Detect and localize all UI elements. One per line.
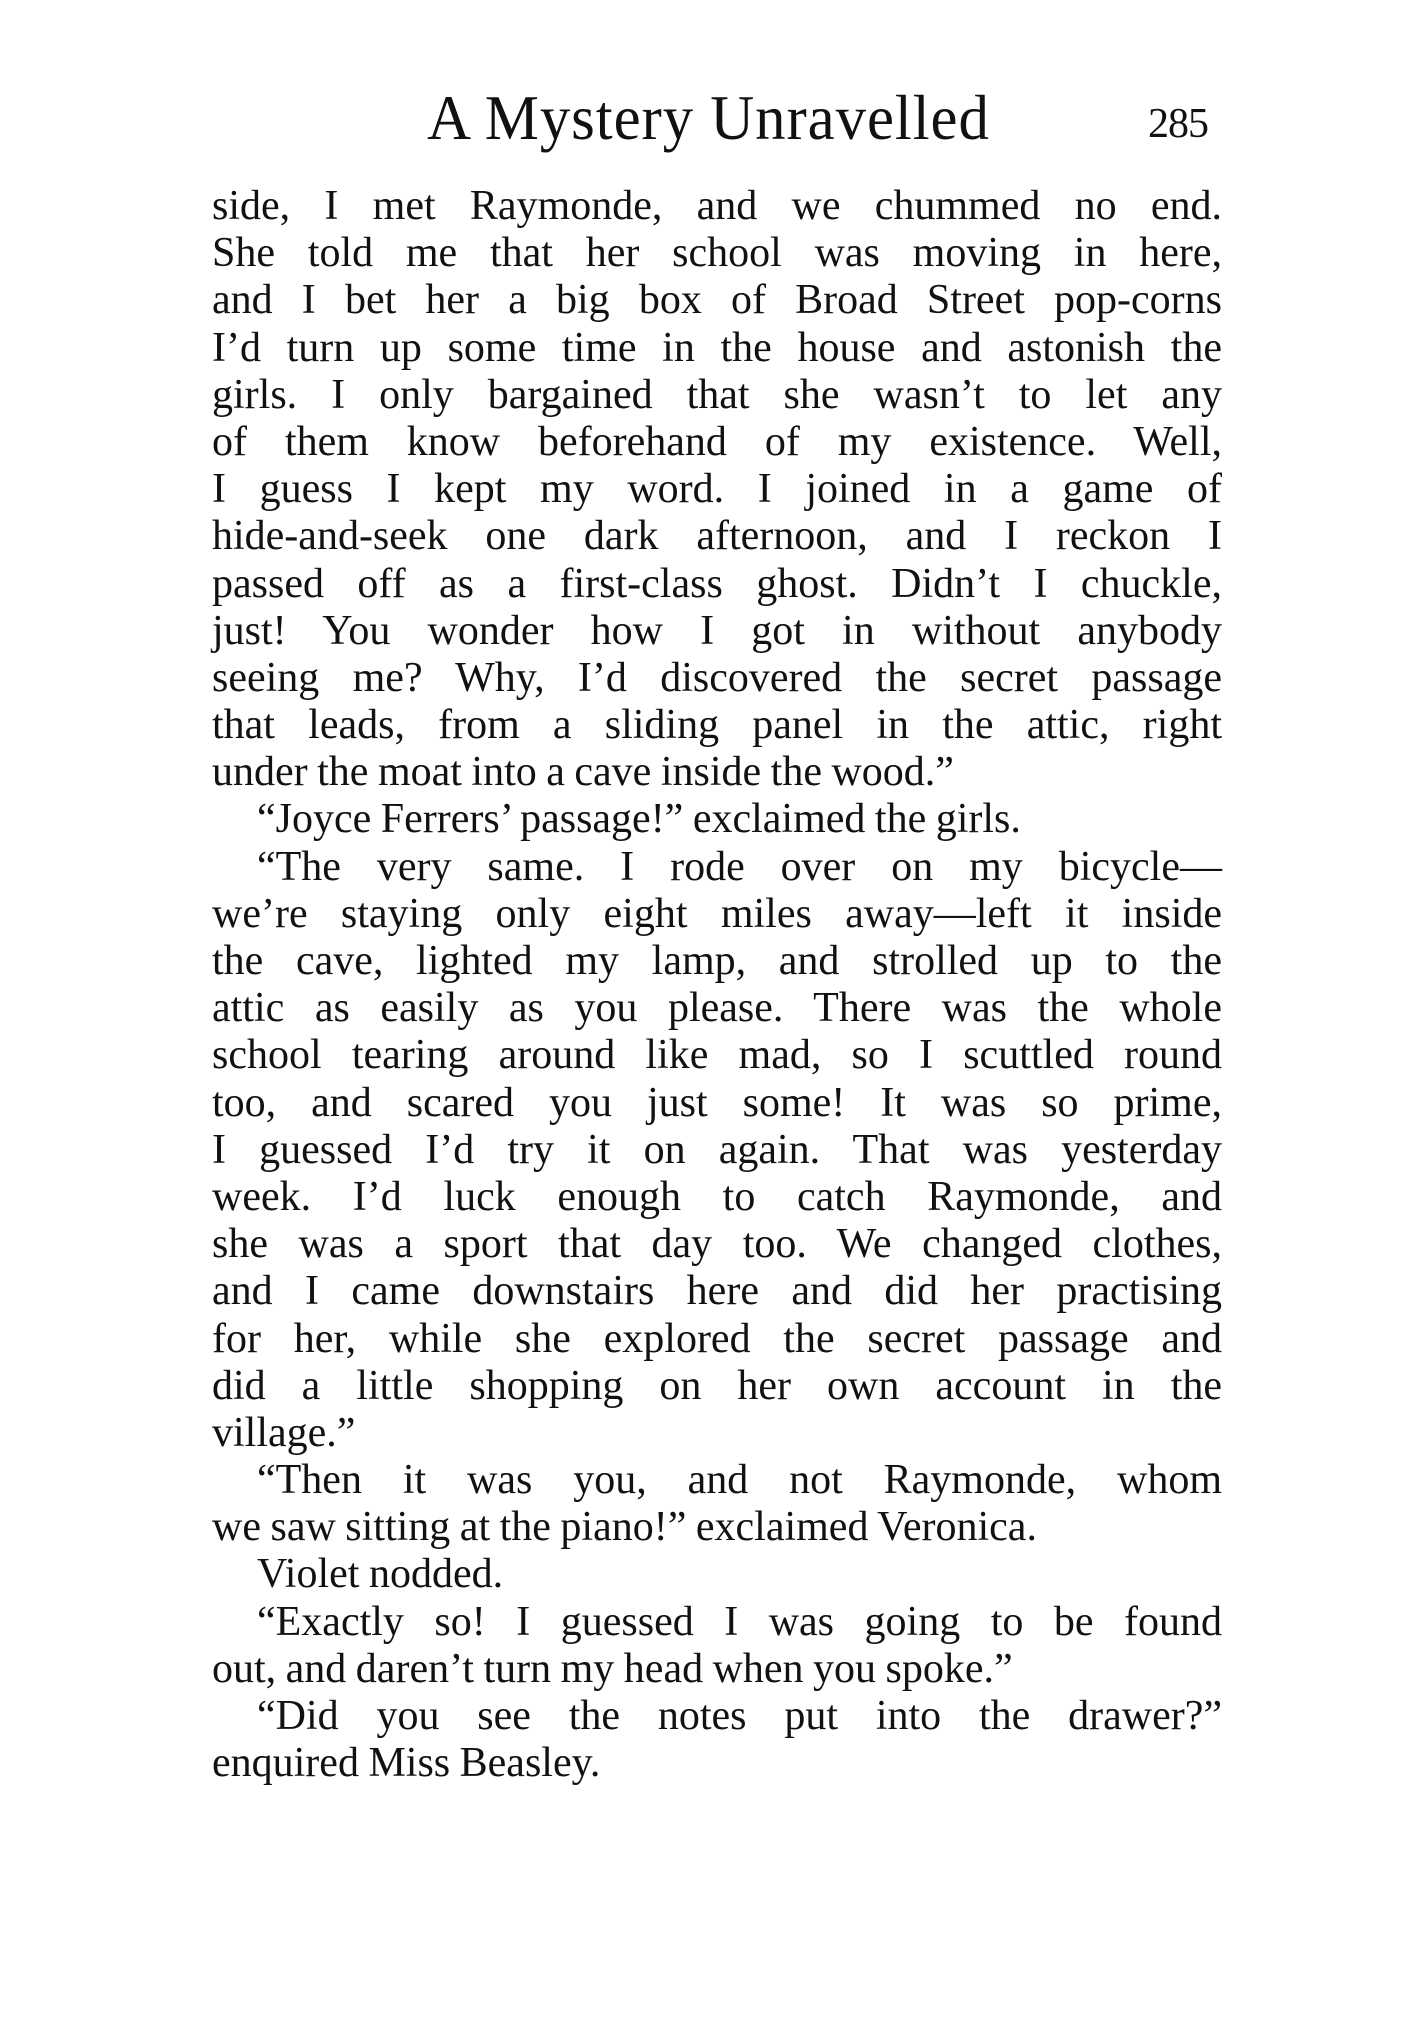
text-line: “Exactly so! I guessed I was going to be found (257, 1598, 1222, 1645)
text-line: the cave, lighted my lamp, and strolled up to the (212, 938, 1222, 984)
text-line: of them know beforehand of my existence. Well, (212, 418, 1222, 465)
text-line: I’d turn up some time in the house and astonish the (212, 324, 1222, 371)
text-line: and I bet her a big box of Broad Street pop-corns (212, 277, 1222, 324)
page-number: 285 (1148, 101, 1208, 147)
text-line: “Joyce Ferrers’ passage!” exclaimed the girls. (257, 796, 1021, 843)
text-line: did a little shopping on her own account in the (212, 1362, 1222, 1409)
text-line: I guess I kept my word. I joined in a game of (212, 466, 1222, 513)
text-line: “The very same. I rode over on my bicycle— (257, 843, 1222, 890)
text-line: girls. I only bargained that she wasn’t to let any (212, 371, 1222, 418)
text-line: side, I met Raymonde, and we chummed no end. (212, 183, 1222, 229)
text-line: under the moat into a cave inside the wood.” (212, 749, 954, 796)
text-line: village.” (212, 1409, 356, 1456)
text-line: enquired Miss Beasley. (212, 1740, 601, 1787)
text-line: I guessed I’d try it on again. That was yesterday (212, 1126, 1222, 1173)
running-head (0, 78, 1428, 158)
text-line: attic as easily as you please. There was the whole (212, 985, 1222, 1032)
text-line: seeing me? Why, I’d discovered the secret passage (212, 654, 1222, 701)
text-line: we’re staying only eight miles away—left it inside (212, 890, 1222, 937)
text-line: school tearing around like mad, so I scuttled round (212, 1032, 1222, 1079)
text-line: out, and daren’t turn my head when you spoke.” (212, 1645, 1013, 1692)
text-line: week. I’d luck enough to catch Raymonde, and (212, 1173, 1222, 1220)
text-line: Violet nodded. (257, 1551, 504, 1598)
text-line: she was a sport that day too. We changed clothes, (212, 1221, 1222, 1268)
text-line: passed off as a first-class ghost. Didn’t I chuckle, (212, 560, 1222, 607)
text-line: too, and scared you just some! It was so prime, (212, 1079, 1222, 1126)
chapter-title: A Mystery Unravelled (427, 82, 990, 153)
text-line: hide-and-seek one dark afternoon, and I reckon I (212, 513, 1222, 560)
text-line: for her, while she explored the secret passage and (212, 1315, 1222, 1362)
text-line: “Did you see the notes put into the drawer?” (257, 1693, 1222, 1739)
text-line: “Then it was you, and not Raymonde, whom (257, 1457, 1222, 1504)
text-line: and I came downstairs here and did her practising (212, 1268, 1222, 1315)
text-line: that leads, from a sliding panel in the attic, right (212, 702, 1222, 749)
body-text (212, 183, 1222, 1787)
text-line: we saw sitting at the piano!” exclaimed Veronica. (212, 1504, 1037, 1551)
text-line: She told me that her school was moving in here, (212, 230, 1222, 277)
text-line: just! You wonder how I got in without anybody (212, 607, 1222, 654)
